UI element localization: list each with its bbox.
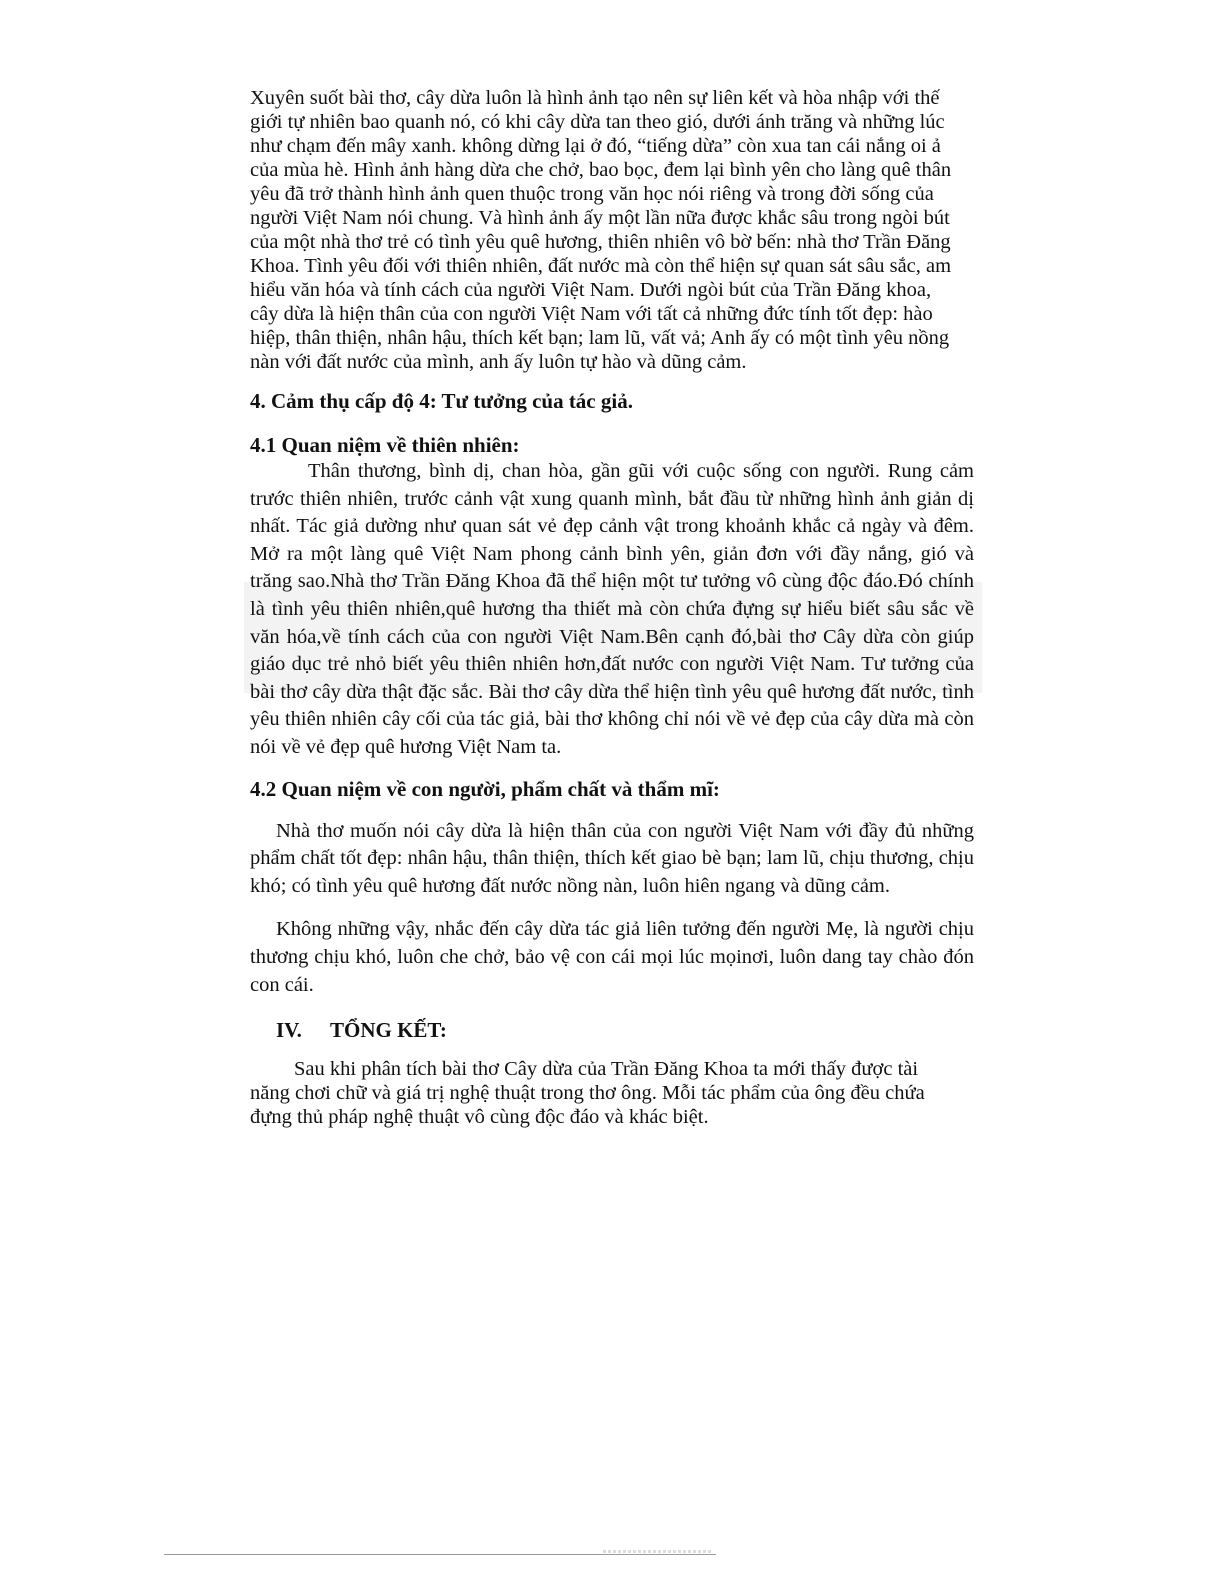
section-iv-number: IV.	[276, 1018, 302, 1043]
conclusion-line: Sau khi phân tích bài thơ Cây dừa của Trần Đăng Khoa ta mới thấy được tài	[294, 1058, 919, 1081]
intro-paragraph	[250, 86, 974, 374]
intro-line: cây dừa là hiện thân của con người Việt Nam với tất cả những đức tính tốt đẹp: hào	[250, 303, 933, 325]
conclusion-line: năng chơi chữ và giá trị nghệ thuật trong thơ ông. Mỗi tác phẩm của ông đều chứa	[250, 1082, 925, 1105]
intro-line: của một nhà thơ trẻ có tình yêu quê hương, thiên nhiên vô bờ bến: nhà thơ Trần Đăng	[250, 231, 951, 253]
intro-line: hiệp, thân thiện, nhân hậu, thích kết bạn; lam lũ, vất vả; Anh ấy có một tình yêu nồng	[250, 327, 950, 349]
intro-line: Xuyên suốt bài thơ, cây dừa luôn là hình ảnh tạo nên sự liên kết và hòa nhập với thế	[250, 87, 940, 109]
intro-line: Khoa. Tình yêu đối với thiên nhiên, đất nước mà còn thể hiện sự quan sát sâu sắc, am	[250, 255, 952, 277]
intro-line: nàn với đất nước của mình, anh ấy luôn tự hào và dũng cảm.	[250, 351, 747, 373]
section-iv-title: TỔNG KẾT:	[330, 1018, 447, 1043]
section-4-2-paragraph-2: Không những vậy, nhắc đến cây dừa tác giả liên tưởng đến người Mẹ, là người chịu thương chịu khó, luôn che chở, bảo vệ con cái mọi lúc mọinơi, luôn dang tay chào đón con cái.	[250, 918, 974, 996]
intro-line: của mùa hè. Hình ảnh hàng dừa che chở, bao bọc, đem lại bình yên cho làng quê thân	[250, 159, 952, 181]
document-body	[250, 86, 974, 1129]
section-4-1-heading: 4.1 Quan niệm về thiên nhiên:	[250, 433, 520, 457]
section-4-2-heading: 4.2 Quan niệm về con người, phẩm chất và thẩm mĩ:	[250, 776, 720, 801]
intro-line: hiểu văn hóa và tính cách của người Việt Nam. Dưới ngòi bút của Trần Đăng khoa,	[250, 279, 932, 301]
section-4-2-paragraph-1: Nhà thơ muốn nói cây dừa là hiện thân của con người Việt Nam với đầy đủ những phẩm chất tốt đẹp: nhân hậu, thân thiện, thích kết giao bè bạn; lam lũ, chịu thương, chịu khó; có tình yêu quê hương đất nước nồng nàn, luôn hiên ngang và dũng cảm.	[250, 819, 974, 897]
intro-line: người Việt Nam nói chung. Và hình ảnh ấy một lần nữa được khắc sâu trong ngòi bút	[250, 207, 950, 229]
intro-line: như chạm đến mây xanh. không dừng lại ở đó, “tiếng dừa” còn xua tan cái nắng oi ả	[250, 135, 941, 157]
section-4-heading: 4. Cảm thụ cấp độ 4: Tư tưởng của tác giả.	[250, 389, 633, 413]
footer-divider	[164, 1554, 716, 1555]
footer-faint-mark	[603, 1550, 713, 1553]
section-4-1-paragraph: Thân thương, bình dị, chan hòa, gần gũi với cuộc sống con người. Rung cảm trước thiên nhiên, trước cảnh vật xung quanh mình, bắt đầu từ những hình ảnh giản dị nhất. Tác giả dường như quan sát vẻ đẹp cảnh vật trong khoảnh khắc cả ngày và đêm. Mở ra một làng quê Việt Nam phong cảnh bình yên, giản đơn với đầy nắng, gió và trăng sao.Nhà thơ Trần Đăng Khoa đã thể hiện một tư tưởng vô cùng độc đáo.Đó chính là tình yêu thiên nhiên,quê hương tha thiết mà còn chứa đựng sự hiểu biết sâu sắc về văn hóa,về tính cách của con người Việt Nam.Bên cạnh đó,bài thơ Cây dừa còn giúp giáo dục trẻ nhỏ biết yêu thiên nhiên hơn,đất nước con người Việt Nam. Tư tưởng của bài thơ cây dừa thật đặc sắc. Bài thơ cây dừa thể hiện tình yêu quê hương đất nước, tình yêu thiên nhiên cây cối của tác giả, bài thơ không chỉ nói về vẻ đẹp của cây dừa mà còn nói về vẻ đẹp quê hương Việt Nam ta.	[250, 460, 974, 758]
section-iv-heading	[276, 1017, 974, 1043]
conclusion-paragraph	[250, 1057, 974, 1129]
conclusion-line: đựng thủ pháp nghệ thuật vô cùng độc đáo và khác biệt.	[250, 1106, 709, 1129]
intro-line: yêu đã trở thành hình ảnh quen thuộc trong văn học nói riêng và trong đời sống của	[250, 183, 934, 205]
intro-line: giới tự nhiên bao quanh nó, có khi cây dừa tan theo gió, dưới ánh trăng và những lúc	[250, 111, 945, 133]
